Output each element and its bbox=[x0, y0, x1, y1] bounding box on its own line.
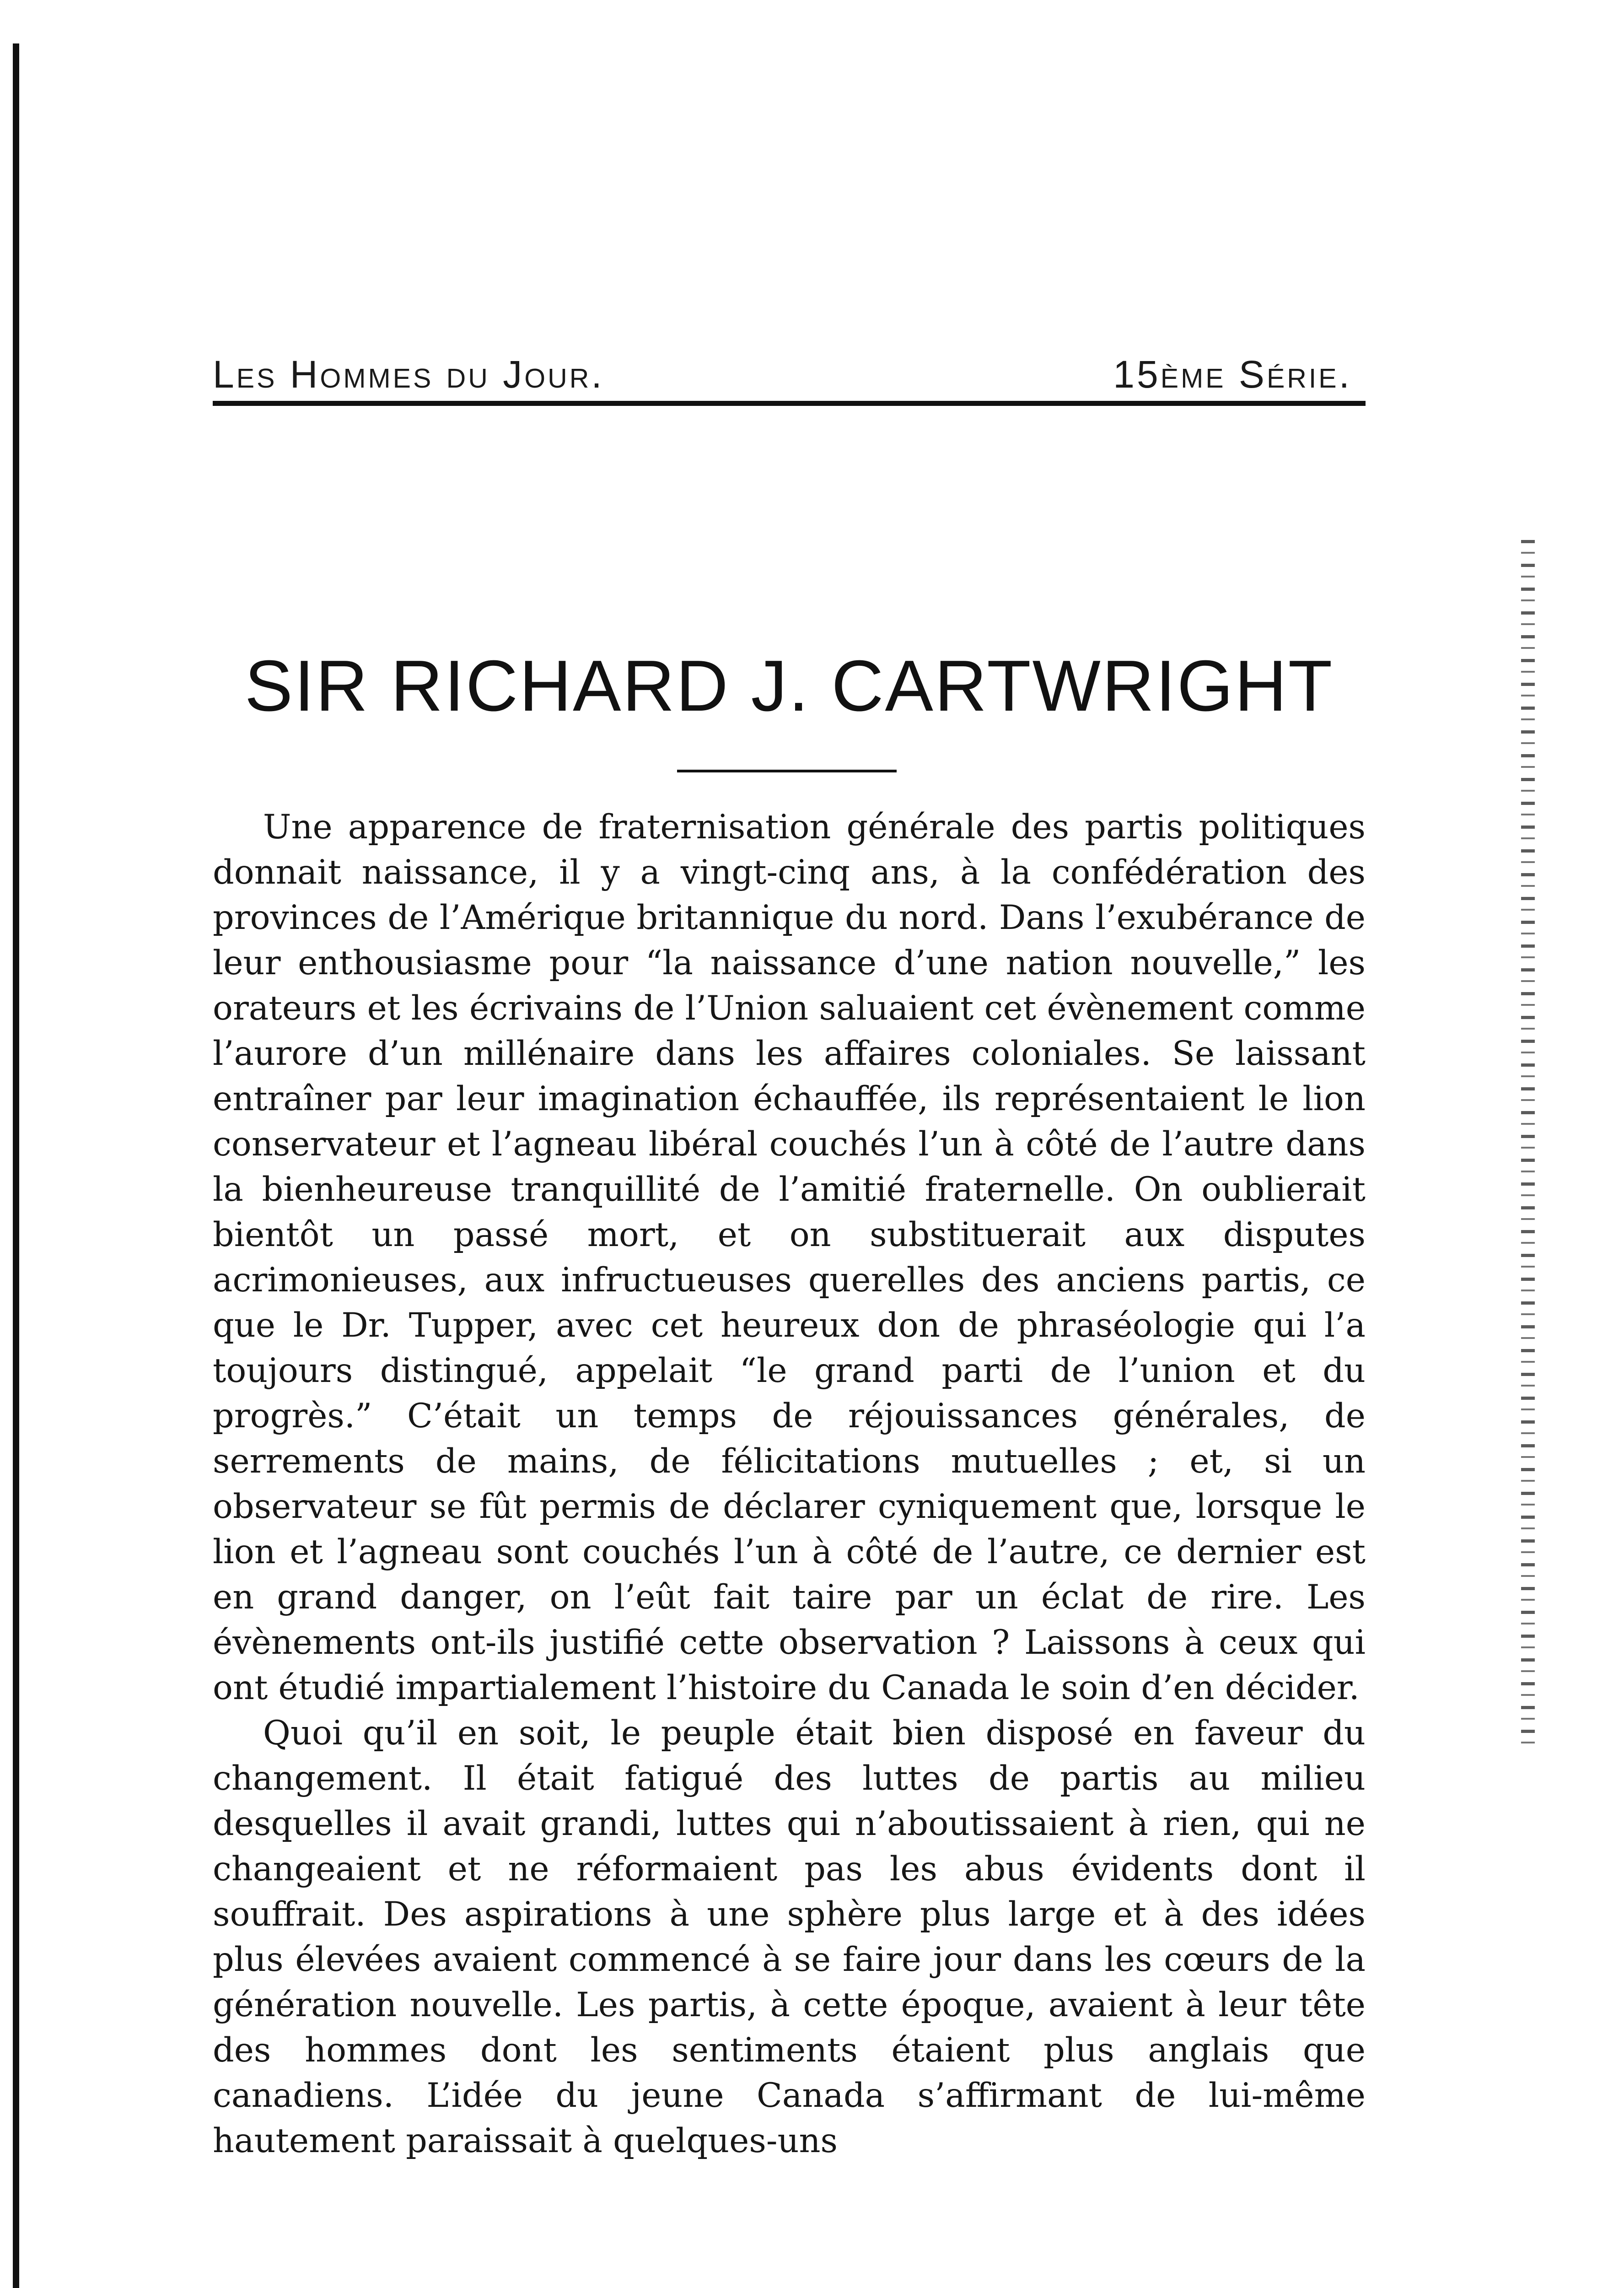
article-body bbox=[213, 804, 1366, 2164]
body-paragraph: Une apparence de fraternisation générale des partis politiques donnait naissance, il y a vingt-cinq ans, à la confédération des provinces de l’Amérique britannique du nord. Dans l’exubérance de leur enthousiasme pour “la naissance d’une nation nouvelle,” les orateurs et les écrivains de l’Union saluaient cet évènement comme l’aurore d’un millénaire dans les affaires coloniales. Se laissant entraîner par leur imagination échauffée, ils représentaient le lion conservateur et l’agneau libéral couchés l’un à côté de l’autre dans la bienheureuse tranquillité de l’amitié fraternelle. On oublierait bientôt un passé mort, et on substituerait aux disputes acrimonieuses, aux infructueuses querelles des anciens partis, ce que le Dr. Tupper, avec cet heureux don de phraséologie qui l’a toujours distingué, appelait “le grand parti de l’union et du progrès.” C’était un temps de réjouissances générales, de serrements de mains, de félicitations mutuelles ; et, si un observateur se fût permis de déclarer cyniquement que, lorsque le lion et l’agneau sont couchés l’un à côté de l’autre, ce dernier est en grand danger, on l’eût fait taire par un éclat de rire. Les évènements ont-ils justifié cette observation ? Laissons à ceux qui ont étudié impartialement l’histoire du Canada le soin d’en décider. bbox=[213, 808, 1366, 1707]
series-label: 15ème Série. bbox=[1113, 353, 1352, 396]
header-rule bbox=[213, 401, 1366, 406]
page-edge-bleed-marks bbox=[1521, 540, 1535, 1753]
title-rule bbox=[677, 770, 897, 772]
running-header bbox=[213, 352, 1366, 403]
running-header-title: Les Hommes du Jour. bbox=[213, 353, 604, 396]
article-title: SIR RICHARD J. CARTWRIGHT bbox=[244, 646, 1334, 726]
body-paragraph: Quoi qu’il en soit, le peuple était bien disposé en faveur du changement. Il était fatigué des luttes de partis au milieu desquelles il avait grandi, luttes qui n’aboutissaient à rien, qui ne changeaient et ne réformaient pas les abus évidents dont il souffrait. Des aspirations à une sphère plus large et à des idées plus élevées avaient commencé à se faire jour dans les cœurs de la génération nouvelle. Les partis, à cette époque, avaient à leur tête des hommes dont les sentiments étaient plus anglais que canadiens. L’idée du jeune Canada s’affirmant de lui-même hautement paraissait à quelques-uns bbox=[213, 1714, 1366, 2160]
page-binding-edge bbox=[13, 43, 19, 2288]
